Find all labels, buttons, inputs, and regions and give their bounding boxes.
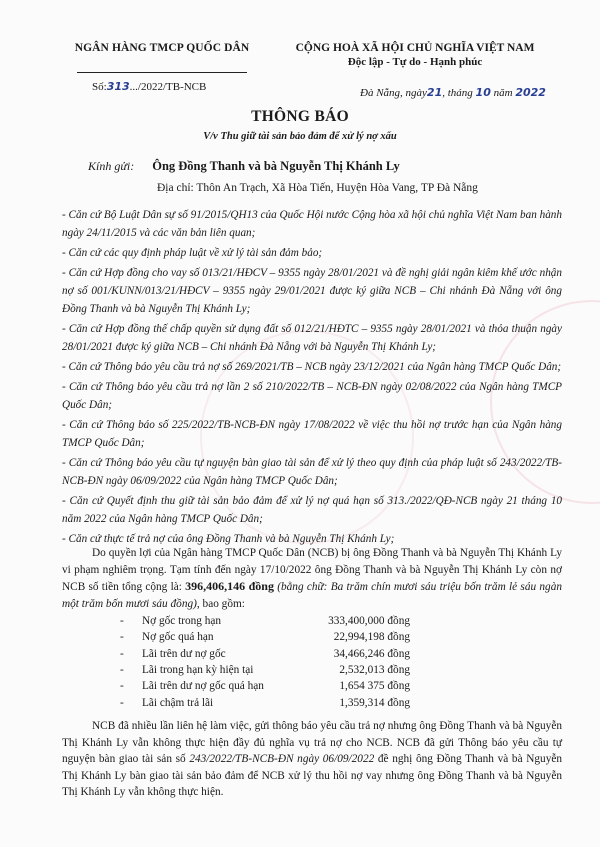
nation-name: CỘNG HOÀ XÃ HỘI CHỦ NGHĨA VIỆT NAM bbox=[295, 42, 535, 54]
legal-bases-list bbox=[62, 206, 562, 550]
total-debt-amount: 396,406,146 đồng bbox=[185, 579, 274, 593]
breakdown-row: - Lãi trên dư nợ gốc quá hạn 1,654 375 đồng bbox=[120, 680, 410, 693]
issuer-name: NGÂN HÀNG TMCP QUỐC DÂN bbox=[74, 42, 250, 54]
legal-basis-item: - Căn cứ Hợp đồng thế chấp quyền sử dụng đất số 012/21/HĐTC – 9355 ngày 28/01/2021 và thỏa thuận ngày 28/01/2021 được ký giữa NCB – Chi nhánh Đà Nẵng với bà Nguyễn Thị Khánh Ly; bbox=[62, 323, 562, 353]
recipient-name: Ông Đồng Thanh và bà Nguyễn Thị Khánh Ly bbox=[152, 159, 400, 173]
non-compliance-paragraph: NCB đã nhiều lần liên hệ làm việc, gửi thông báo yêu cầu trả nợ nhưng ông Đồng Thanh và bà Nguyễn Thị Khánh Ly vẫn không thực hiện đầy đủ nghĩa vụ trả nợ cho NCB. NCB đã gửi Thông báo yêu cầu tự nguyện bàn giao tài sản số 243/2022/TB-NCB-ĐN ngày 06/09/2022 đề nghị ông Đồng Thanh và bà Nguyễn Thị Khánh Ly bàn giao tài sản bảo đảm để NCB xử lý thu hồi nợ vay nhưng ông Đồng Thanh và bà Nguyễn Thị Khánh Ly vẫn không thực hiện. bbox=[62, 720, 563, 798]
legal-basis-item: - Căn cứ các quy định pháp luật về xử lý tài sản đảm bảo; bbox=[62, 247, 323, 259]
recipient-address: Địa chỉ: Thôn An Trạch, Xã Hòa Tiến, Huyện Hòa Vang, TP Đà Nẵng bbox=[157, 182, 478, 194]
legal-basis-item: - Căn cứ Thông báo yêu cầu trả nợ lần 2 số 210/2022/TB – NCB-ĐN ngày 02/08/2022 của Ngân hàng TMCP Quốc Dân; bbox=[62, 381, 562, 411]
header-divider bbox=[77, 72, 247, 73]
legal-basis-item: - Căn cứ Thông báo yêu cầu tự nguyện bàn giao tài sản để xử lý theo quy định của pháp luật số 243/2022/TB-NCB-ĐN ngày 06/09/2022 của Ngân hàng TMCP Quốc Dân; bbox=[62, 457, 562, 487]
issuer-header bbox=[62, 42, 262, 73]
handwritten-year: 2022 bbox=[515, 86, 546, 99]
handwritten-day: 21 bbox=[426, 86, 443, 99]
breakdown-row: - Nợ gốc trong hạn 333,400,000 đồng bbox=[120, 615, 410, 628]
breakdown-row: - Lãi chậm trả lãi 1,359,314 đồng bbox=[120, 696, 410, 709]
breakdown-row: - Lãi trong hạn kỳ hiện tại 2,532,013 đồng bbox=[120, 664, 410, 677]
notice-reference: 243/2022/TB-NCB-ĐN ngày 06/09/2022 bbox=[189, 753, 375, 765]
place-and-date: Đà Nẵng, ngày21, tháng 10 năm 2022 bbox=[360, 86, 546, 99]
breakdown-row: - Lãi trên dư nợ gốc 34,466,246 đồng bbox=[120, 647, 410, 660]
debt-breakdown-list bbox=[120, 613, 410, 711]
amount-in-words: (bằng chữ: Ba trăm chín mươi sáu triệu bốn trăm lẻ sáu ngàn một trăm bốn mươi sáu đồng) bbox=[62, 581, 562, 610]
recipient-label: Kính gửi: bbox=[88, 159, 135, 173]
legal-basis-item: - Căn cứ Quyết định thu giữ tài sản bảo đảm để xử lý nợ quá hạn số 313./2022/QĐ-NCB ngày 21 tháng 10 năm 2022 của Ngân hàng TMCP Quốc Dân; bbox=[62, 495, 562, 525]
national-header bbox=[270, 42, 560, 68]
document-subtitle: V/v Thu giữ tài sản bảo đảm để xử lý nợ xấu bbox=[203, 131, 397, 142]
document-title: THÔNG BÁO bbox=[251, 108, 349, 125]
handwritten-month: 10 bbox=[475, 86, 491, 99]
legal-basis-item: - Căn cứ Hợp đồng cho vay số 013/21/HĐCV – 9355 ngày 28/01/2021 và đề nghị giải ngân kiêm khế ước nhận nợ số 001/KUNN/013/21/HĐCV – 9355 ngày 29/01/2021 được ký giữa NCB – Chi nhánh Đà Nẵng với ông Đồng Thanh và bà Nguyễn Thị Khánh Ly; bbox=[62, 267, 562, 315]
legal-basis-item: - Căn cứ Thông báo số 225/2022/TB-NCB-ĐN ngày 17/08/2022 về việc thu hồi nợ trước hạn của Ngân hàng TMCP Quốc Dân; bbox=[62, 419, 562, 449]
legal-basis-item: - Căn cứ Thông báo yêu cầu trả nợ số 269/2021/TB – NCB ngày 23/12/2021 của Ngân hàng TMCP Quốc Dân; bbox=[62, 361, 562, 373]
debt-summary-paragraph: Do quyền lợi của Ngân hàng TMCP Quốc Dân (NCB) bị ông Đồng Thanh và bà Nguyễn Thị Khánh Ly vi phạm nghiêm trọng. Tạm tính đến ngày 17/10/2022 ông Đồng Thanh và bà Nguyễn Thị Khánh Ly còn nợ NCB số tiền tổng cộng là: 396,406,146 đồng (bằng chữ: Ba trăm chín mươi sáu triệu bốn trăm lẻ sáu ngàn một trăm bốn mươi sáu đồng), bao gồm: bbox=[62, 547, 562, 610]
document-number: Số:313.../2022/TB-NCB bbox=[92, 80, 207, 93]
handwritten-number: 313 bbox=[106, 80, 130, 93]
legal-basis-item: - Căn cứ thực tế trả nợ của ông Đồng Thanh và bà Nguyễn Thị Khánh Ly; bbox=[62, 533, 395, 545]
recipient-line bbox=[88, 159, 400, 174]
breakdown-row: - Nợ gốc quá hạn 22,994,198 đồng bbox=[120, 631, 410, 644]
national-motto: Độc lập - Tự do - Hạnh phúc bbox=[347, 56, 483, 68]
legal-basis-item: - Căn cứ Bộ Luật Dân sự số 91/2015/QH13 của Quốc Hội nước Cộng hòa xã hội chủ nghĩa Việt Nam ban hành ngày 24/11/2015 và các văn bản liên quan; bbox=[62, 209, 562, 239]
